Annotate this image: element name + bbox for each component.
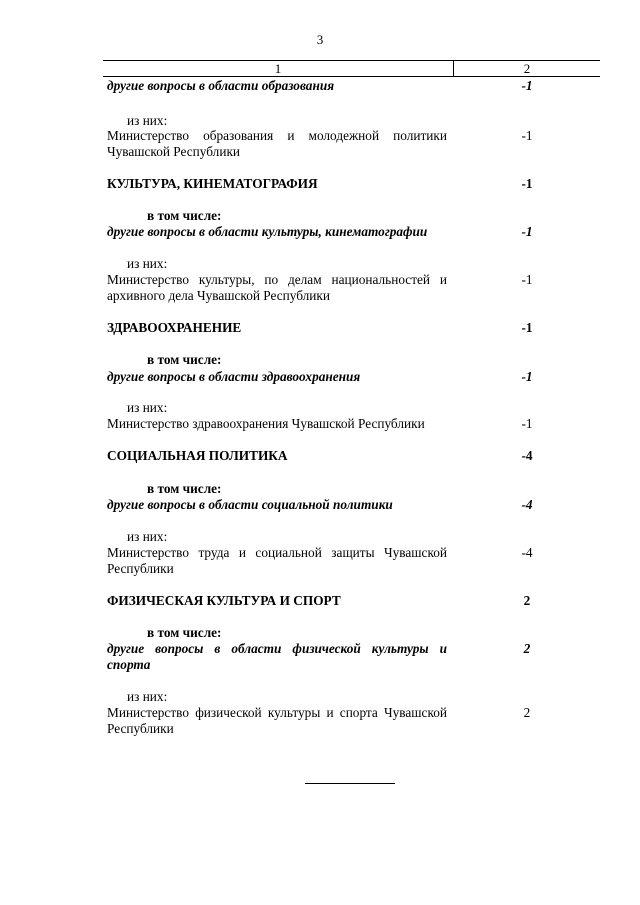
table-row (107, 78, 567, 94)
row-text: другие вопросы в области культуры, кинематографии (107, 224, 428, 239)
row-value: -1 (521, 78, 533, 93)
table-row (107, 705, 567, 737)
row-text: из них: (127, 529, 168, 544)
row-text: Министерство здравоохранения Чувашской Республики (107, 416, 425, 431)
table-row (107, 272, 567, 304)
header-col-2: 2 (523, 61, 531, 76)
row-value: -1 (521, 272, 533, 287)
row-text: в том числе: (147, 481, 222, 496)
table-row (107, 224, 567, 240)
section-heading: ФИЗИЧЕСКАЯ КУЛЬТУРА И СПОРТ (107, 593, 341, 608)
table-row (107, 369, 567, 385)
row-text: из них: (127, 689, 168, 704)
row-value: -1 (521, 416, 533, 431)
row-value: -4 (521, 497, 533, 512)
table-row (107, 416, 567, 432)
table-row (107, 256, 567, 272)
row-text: в том числе: (147, 208, 222, 223)
table-row (107, 448, 567, 464)
page-number: 3 (316, 32, 324, 47)
row-text: другие вопросы в области образования (107, 78, 335, 93)
closing-rule (305, 783, 395, 784)
row-value: -1 (521, 320, 533, 335)
section-heading: ЗДРАВООХРАНЕНИЕ (107, 320, 242, 335)
table-row (107, 689, 567, 705)
row-text: другие вопросы в области социальной политики (107, 497, 393, 512)
row-text: в том числе: (147, 625, 222, 640)
table-row (107, 481, 567, 497)
table-row (107, 400, 567, 416)
row-text: из них: (127, 113, 168, 128)
table-row (107, 128, 567, 160)
table-row (107, 113, 567, 129)
row-value: -4 (521, 545, 533, 560)
table-row (107, 641, 567, 673)
table-row (107, 545, 567, 577)
row-text: из них: (127, 256, 168, 271)
row-text: Министерство физической культуры и спорта Чувашской Республики (107, 705, 447, 736)
section-heading: СОЦИАЛЬНАЯ ПОЛИТИКА (107, 448, 288, 463)
row-value: -1 (521, 224, 533, 239)
row-text: Министерство труда и социальной защиты Чувашской Республики (107, 545, 447, 576)
row-text: Министерство культуры, по делам национальностей и архивного дела Чувашской Республики (107, 272, 447, 303)
table-row (107, 320, 567, 336)
row-text: другие вопросы в области физической культуры и спорта (107, 641, 447, 672)
table-row (107, 208, 567, 224)
row-value: 2 (523, 641, 531, 656)
row-value: -1 (521, 176, 533, 191)
table-row (107, 176, 567, 192)
row-text: Министерство образования и молодежной политики Чувашской Республики (107, 128, 447, 159)
row-text: другие вопросы в области здравоохранения (107, 369, 361, 384)
row-text: из них: (127, 400, 168, 415)
table-row (107, 593, 567, 609)
header-col-1: 1 (274, 61, 282, 76)
row-text: в том числе: (147, 352, 222, 367)
table-row (107, 352, 567, 368)
row-value: -1 (521, 369, 533, 384)
table-row (107, 497, 567, 513)
table-row (107, 529, 567, 545)
section-heading: КУЛЬТУРА, КИНЕМАТОГРАФИЯ (107, 176, 318, 191)
row-value: -4 (521, 448, 533, 463)
table-row (107, 625, 567, 641)
row-value: 2 (523, 593, 531, 608)
row-value: 2 (523, 705, 531, 720)
row-value: -1 (521, 128, 533, 143)
